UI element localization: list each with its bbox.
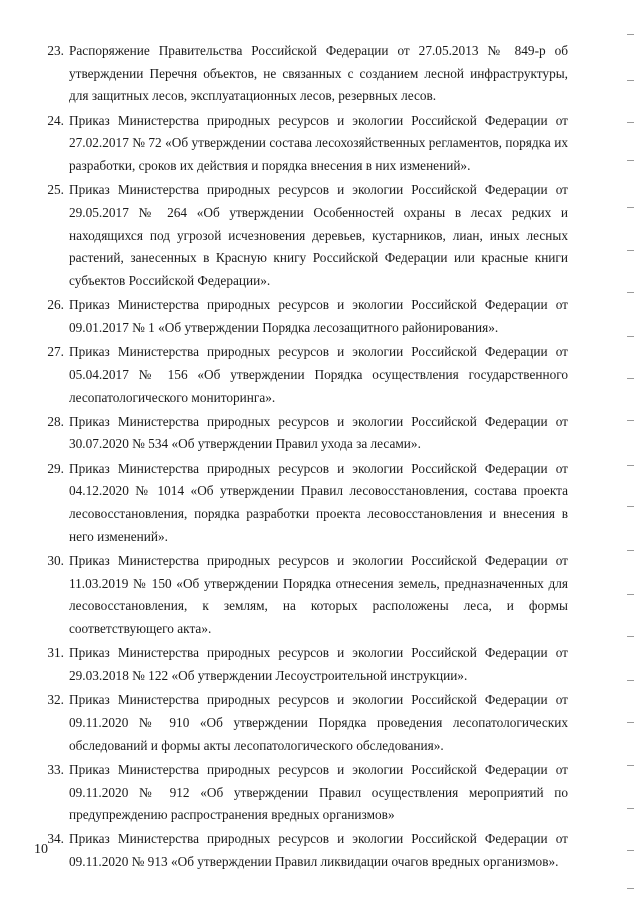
list-item — [28, 341, 568, 409]
list-item — [28, 411, 568, 456]
list-item — [28, 642, 568, 687]
list-item-number: 27. — [47, 344, 64, 360]
list-item-text: Приказ Министерства природных ресурсов и экологии Российской Федерации от 27.02.2017 № 72 «Об утверждении состава лесохозяйственных регламентов, порядка их разработки, сроков их действия и порядка внесения в них изменений». — [69, 112, 568, 174]
list-item-text: Приказ Министерства природных ресурсов и экологии Российской Федерации от 05.04.2017 № 156 «Об утверждении Порядка осуществления государственного лесопатологического мониторинга». — [69, 344, 568, 405]
list-item-number: 23. — [47, 43, 64, 58]
list-item-text: Приказ Министерства природных ресурсов и экологии Российской Федерации от 09.01.2017 № 1 «Об утверждении Порядка лесозащитного районирования». — [69, 297, 568, 335]
list-item-number: 26. — [47, 297, 64, 313]
list-item — [28, 759, 568, 827]
list-item — [28, 110, 568, 178]
list-item-text: Приказ Министерства природных ресурсов и экологии Российской Федерации от 29.03.2018 № 122 «Об утверждении Лесоустроительной инструкции». — [69, 645, 568, 683]
list-item — [28, 689, 568, 757]
list-item-text: Распоряжение Правительства Российской Федерации от 27.05.2013 № 849-р об утверждении Перечня объектов, не связанных с созданием лесной инфраструктуры, для защитных лесов, эксплуатационных лесов, резервных лесов. — [69, 43, 568, 104]
list-item-text: Приказ Министерства природных ресурсов и экологии Российской Федерации от 09.11.2020 № 913 «Об утверждении Правил ликвидации очагов вредных организмов». — [69, 831, 568, 870]
list-item-number: 31. — [47, 645, 64, 661]
list-item — [28, 179, 568, 293]
list-item-number: 30. — [47, 552, 64, 568]
list-item-text: Приказ Министерства природных ресурсов и экологии Российской Федерации от 04.12.2020 № 1014 «Об утверждении Правил лесовосстановления, состава проекта лесовосстановления, порядка разработки проекта лесовосстановления и внесения в него изменений». — [69, 460, 568, 544]
scan-edge-marks — [620, 0, 640, 905]
list-item-number: 33. — [47, 761, 64, 777]
list-item — [28, 458, 568, 549]
regulation-list — [28, 40, 568, 875]
page-number: 10 — [34, 842, 48, 857]
list-item-text: Приказ Министерства природных ресурсов и экологии Российской Федерации от 11.03.2019 № 150 «Об утверждении Порядка отнесения земель, предназначенных для лесовосстановления, к землям, на которых расположены леса, и формы соответствующего акта». — [69, 552, 568, 637]
list-item-text: Приказ Министерства природных ресурсов и экологии Российской Федерации от 29.05.2017 № 264 «Об утверждении Особенностей охраны в лесах редких и находящихся под угрозой исчезновения деревьев, кустарников, лиан, иных лесных растений, занесенных в Красную книгу Российской Федерации или красные книги субъектов Российской Федерации». — [69, 182, 568, 289]
list-item-number: 32. — [47, 692, 64, 708]
list-item-number: 28. — [47, 413, 64, 429]
list-item-text: Приказ Министерства природных ресурсов и экологии Российской Федерации от 09.11.2020 № 912 «Об утверждении Правил осуществления мероприятий по предупреждению распространения вредных организмов» — [69, 761, 568, 823]
list-item-number: 29. — [47, 460, 64, 476]
list-item-number: 24. — [47, 112, 64, 128]
list-item — [28, 40, 568, 108]
list-item — [28, 294, 568, 339]
list-item — [28, 828, 568, 873]
list-item-text: Приказ Министерства природных ресурсов и экологии Российской Федерации от 30.07.2020 № 534 «Об утверждении Правил ухода за лесами». — [69, 413, 568, 452]
list-item-text: Приказ Министерства природных ресурсов и экологии Российской Федерации от 09.11.2020 № 910 «Об утверждении Порядка проведения лесопатологических обследований и формы акты лесопатологического обследования». — [69, 692, 568, 753]
list-item-number: 34. — [47, 831, 64, 847]
list-item — [28, 550, 568, 641]
list-item-number: 25. — [47, 182, 64, 198]
